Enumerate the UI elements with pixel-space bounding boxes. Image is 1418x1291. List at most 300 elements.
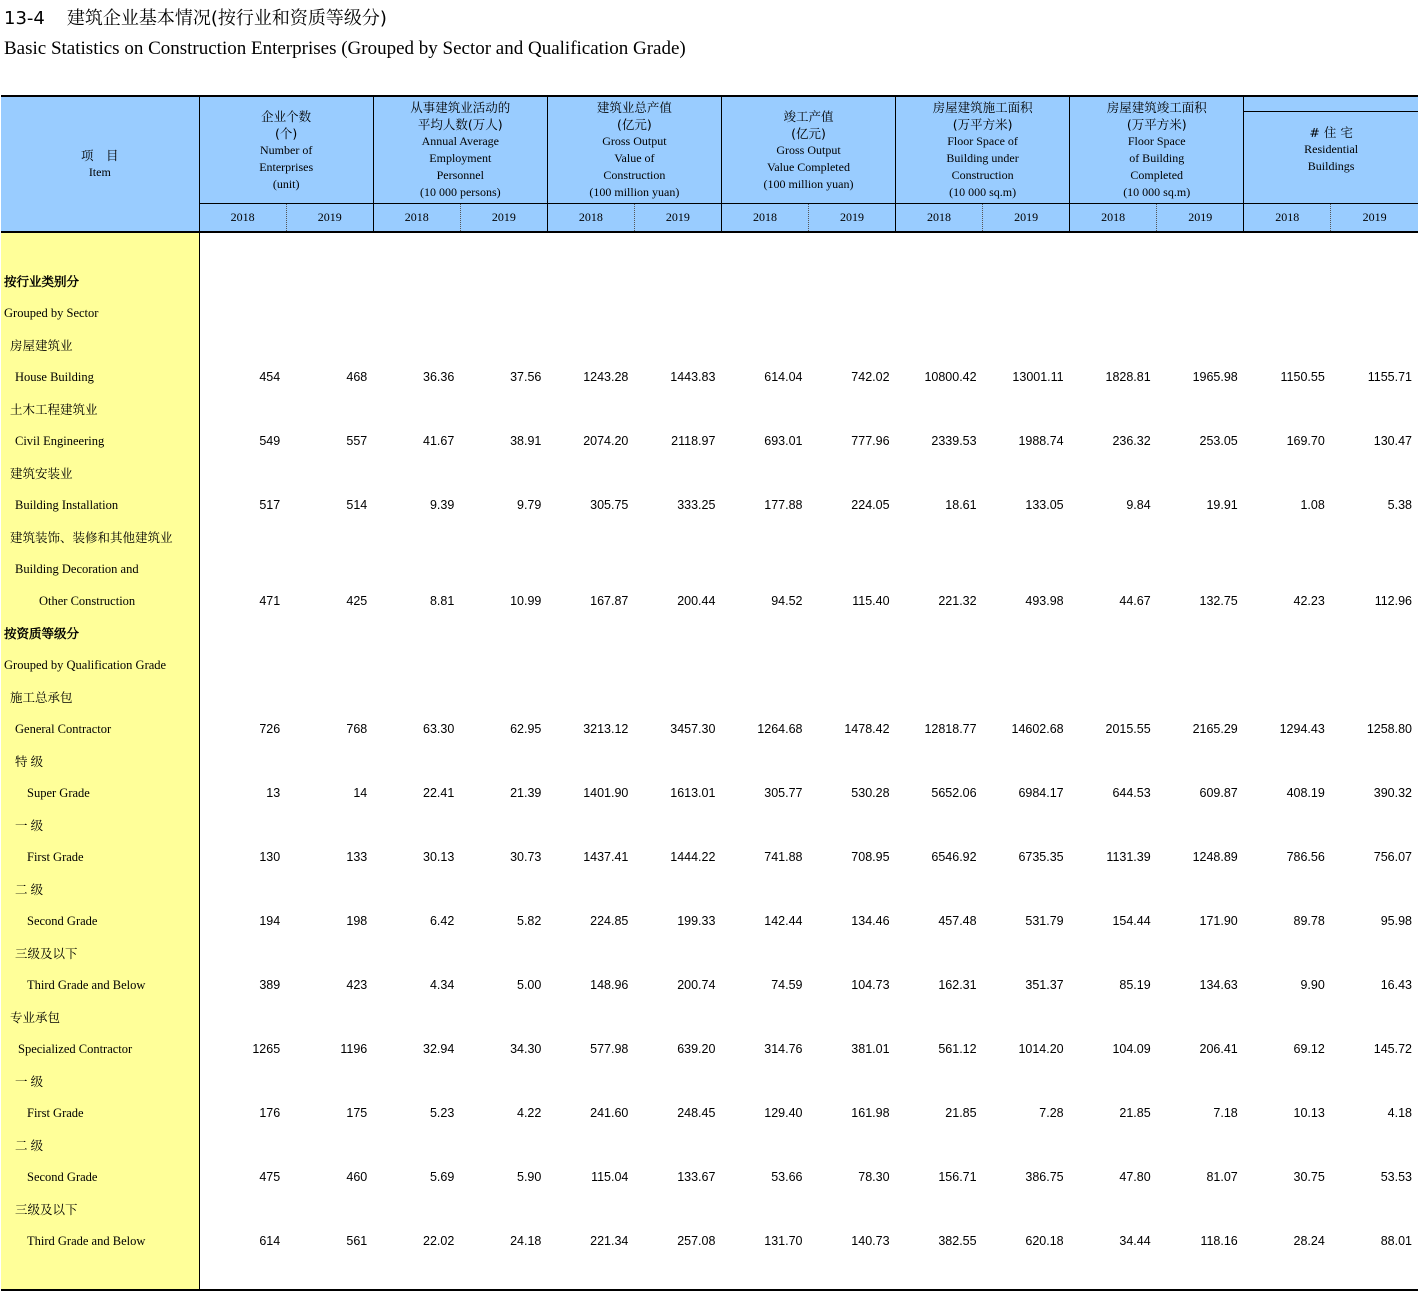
row-label: 一 级 — [1, 809, 199, 841]
header-line: (10 000 sq.m) — [949, 185, 1017, 199]
value-cell — [547, 1257, 634, 1290]
header-line: Construction — [951, 168, 1014, 182]
value-cell: 241.60 — [590, 1106, 629, 1120]
value-cell: 10800.42 — [924, 370, 977, 384]
value-cell — [808, 329, 895, 361]
value-cell — [1157, 553, 1244, 585]
value-cell — [1157, 232, 1244, 265]
value-cell — [286, 553, 373, 585]
value-cell — [1331, 1193, 1418, 1225]
value-cell: 41.67 — [423, 434, 455, 448]
value-cell: 1294.43 — [1279, 722, 1325, 736]
value-cell: 21.85 — [1119, 1106, 1151, 1120]
value-cell: 777.96 — [851, 434, 890, 448]
year-header: 2019 — [286, 204, 373, 233]
value-cell: 5.69 — [429, 1170, 455, 1184]
year-header: 2019 — [808, 204, 895, 233]
table-row — [1, 681, 1418, 713]
value-cell — [808, 553, 895, 585]
value-cell — [460, 649, 547, 681]
value-cell: 577.98 — [590, 1042, 629, 1056]
value-cell: 167.87 — [590, 594, 629, 608]
value-cell — [199, 232, 286, 265]
value-cell — [547, 617, 634, 649]
header-item — [1, 96, 199, 232]
value-cell — [1244, 297, 1331, 329]
value-cell: 22.41 — [423, 786, 455, 800]
table-row — [1, 425, 1418, 457]
value-cell: 221.34 — [590, 1234, 629, 1248]
value-cell — [808, 1257, 895, 1290]
value-cell — [373, 265, 460, 297]
value-cell — [199, 1193, 286, 1225]
value-cell: 42.23 — [1293, 594, 1325, 608]
header-line: Construction — [603, 168, 666, 182]
value-cell: 32.94 — [423, 1042, 455, 1056]
value-cell — [286, 1193, 373, 1225]
value-cell: 1248.89 — [1192, 850, 1238, 864]
value-cell — [1070, 1193, 1157, 1225]
value-cell: 531.79 — [1025, 914, 1064, 928]
value-cell: 18.61 — [945, 498, 977, 512]
value-cell — [286, 745, 373, 777]
value-cell — [1244, 681, 1331, 713]
value-cell: 5652.06 — [931, 786, 977, 800]
year-header: 2018 — [1070, 204, 1157, 233]
value-cell — [896, 745, 983, 777]
value-cell — [1331, 297, 1418, 329]
value-cell: 24.18 — [510, 1234, 542, 1248]
value-cell — [1070, 649, 1157, 681]
value-cell — [286, 232, 373, 265]
value-cell — [1070, 681, 1157, 713]
header-personnel — [373, 96, 547, 204]
value-cell — [896, 809, 983, 841]
value-cell — [373, 553, 460, 585]
value-cell: 644.53 — [1112, 786, 1151, 800]
value-cell — [286, 1129, 373, 1161]
value-cell: 4.34 — [429, 978, 455, 992]
table-header — [1, 96, 1418, 232]
value-cell — [1070, 553, 1157, 585]
value-cell — [721, 232, 808, 265]
value-cell — [983, 553, 1070, 585]
value-cell — [634, 873, 721, 905]
value-cell: 1965.98 — [1192, 370, 1238, 384]
value-cell — [983, 232, 1070, 265]
value-cell — [286, 297, 373, 329]
row-label: General Contractor — [1, 713, 199, 745]
value-cell: 104.73 — [851, 978, 890, 992]
value-cell — [896, 873, 983, 905]
table-row — [1, 841, 1418, 873]
value-cell — [199, 393, 286, 425]
row-label: Third Grade and Below — [1, 969, 199, 1001]
value-cell — [896, 232, 983, 265]
row-label: 建筑安装业 — [1, 457, 199, 489]
header-line: Completed — [1130, 168, 1184, 182]
value-cell — [808, 297, 895, 329]
value-cell — [1331, 1257, 1418, 1290]
value-cell — [199, 521, 286, 553]
value-cell: 726 — [259, 722, 281, 736]
value-cell — [286, 1065, 373, 1097]
value-cell: 1444.22 — [670, 850, 716, 864]
value-cell — [1157, 521, 1244, 553]
table-row — [1, 969, 1418, 1001]
value-cell: 386.75 — [1025, 1170, 1064, 1184]
value-cell: 177.88 — [764, 498, 803, 512]
value-cell: 13001.11 — [1012, 370, 1064, 384]
header-line: 房屋建筑施工面积 — [932, 100, 1033, 115]
year-header: 2018 — [373, 204, 460, 233]
value-cell: 614.04 — [764, 370, 803, 384]
value-cell — [1070, 873, 1157, 905]
value-cell — [373, 617, 460, 649]
value-cell: 609.87 — [1199, 786, 1238, 800]
value-cell: 381.01 — [851, 1042, 890, 1056]
table-row — [1, 329, 1418, 361]
row-label: Super Grade — [1, 777, 199, 809]
value-cell: 8.81 — [429, 594, 455, 608]
value-cell — [199, 329, 286, 361]
row-label: 按行业类别分 — [1, 265, 199, 297]
value-cell — [983, 1257, 1070, 1290]
row-label: Building Decoration and — [1, 553, 199, 585]
value-cell: 708.95 — [851, 850, 890, 864]
value-cell — [1244, 457, 1331, 489]
value-cell — [634, 1065, 721, 1097]
value-cell — [721, 553, 808, 585]
value-cell: 1613.01 — [670, 786, 716, 800]
value-cell — [808, 745, 895, 777]
year-header: 2018 — [199, 204, 286, 233]
value-cell — [1244, 329, 1331, 361]
value-cell — [547, 937, 634, 969]
value-cell: 176 — [259, 1106, 281, 1120]
value-cell — [1070, 329, 1157, 361]
value-cell — [1070, 393, 1157, 425]
value-cell: 517 — [259, 498, 281, 512]
value-cell — [547, 1129, 634, 1161]
value-cell — [721, 937, 808, 969]
value-cell — [1070, 1257, 1157, 1290]
value-cell: 88.01 — [1380, 1234, 1412, 1248]
value-cell — [1244, 1001, 1331, 1033]
row-label — [1, 232, 199, 265]
value-cell — [1331, 649, 1418, 681]
value-cell: 63.30 — [423, 722, 455, 736]
value-cell: 2074.20 — [583, 434, 629, 448]
value-cell — [721, 521, 808, 553]
value-cell — [460, 1257, 547, 1290]
header-line: 企业个数 — [261, 108, 312, 124]
value-cell — [983, 649, 1070, 681]
row-label: Other Construction — [1, 585, 199, 617]
table-row — [1, 553, 1418, 585]
value-cell: 786.56 — [1286, 850, 1325, 864]
value-cell — [1070, 457, 1157, 489]
value-cell: 78.30 — [858, 1170, 890, 1184]
value-cell — [1331, 745, 1418, 777]
table-row — [1, 1257, 1418, 1290]
table-row — [1, 1161, 1418, 1193]
value-cell: 5.90 — [517, 1170, 542, 1184]
header-line: 房屋建筑竣工面积 — [1106, 100, 1207, 115]
value-cell — [721, 1001, 808, 1033]
value-cell — [1244, 232, 1331, 265]
value-cell — [808, 937, 895, 969]
value-cell: 69.12 — [1293, 1042, 1325, 1056]
value-cell — [373, 1257, 460, 1290]
value-cell: 30.75 — [1293, 1170, 1325, 1184]
value-cell — [373, 681, 460, 713]
value-cell — [634, 1257, 721, 1290]
value-cell: 12818.77 — [924, 722, 977, 736]
value-cell: 14 — [353, 786, 368, 800]
value-cell — [983, 809, 1070, 841]
value-cell: 639.20 — [677, 1042, 716, 1056]
header-output-completed — [721, 96, 895, 204]
value-cell: 3213.12 — [583, 722, 629, 736]
value-cell — [721, 1193, 808, 1225]
table-row — [1, 873, 1418, 905]
value-cell — [373, 809, 460, 841]
value-cell: 38.91 — [510, 434, 542, 448]
value-cell — [1244, 873, 1331, 905]
value-cell — [1157, 1193, 1244, 1225]
value-cell — [373, 873, 460, 905]
header-line: Gross Output — [602, 134, 667, 148]
value-cell — [199, 681, 286, 713]
value-cell: 1264.68 — [757, 722, 803, 736]
value-cell — [721, 745, 808, 777]
value-cell: 1150.55 — [1280, 370, 1325, 384]
value-cell — [634, 521, 721, 553]
value-cell — [896, 297, 983, 329]
value-cell: 131.70 — [764, 1234, 803, 1248]
value-cell — [1331, 1001, 1418, 1033]
value-cell — [1157, 809, 1244, 841]
header-floor-completed — [1070, 96, 1244, 204]
value-cell — [721, 1065, 808, 1097]
value-cell: 768 — [346, 722, 368, 736]
value-cell: 1401.90 — [583, 786, 629, 800]
value-cell: 36.36 — [423, 370, 455, 384]
value-cell — [1157, 1129, 1244, 1161]
header-line: 竣工产值 — [783, 108, 834, 124]
value-cell: 2339.53 — [931, 434, 977, 448]
value-cell: 305.77 — [764, 786, 803, 800]
table-row — [1, 489, 1418, 521]
value-cell — [808, 521, 895, 553]
value-cell — [1244, 937, 1331, 969]
value-cell — [373, 457, 460, 489]
value-cell — [1070, 521, 1157, 553]
value-cell — [199, 1065, 286, 1097]
value-cell: 89.78 — [1293, 914, 1325, 928]
table-row — [1, 361, 1418, 393]
value-cell: 620.18 — [1025, 1234, 1064, 1248]
row-label: 特 级 — [1, 745, 199, 777]
value-cell: 1828.81 — [1105, 370, 1151, 384]
row-label: 一 级 — [1, 1065, 199, 1097]
value-cell: 257.08 — [677, 1234, 716, 1248]
value-cell — [896, 1193, 983, 1225]
value-cell: 198 — [346, 914, 368, 928]
value-cell — [808, 393, 895, 425]
value-cell — [1157, 1001, 1244, 1033]
value-cell — [721, 649, 808, 681]
value-cell: 2165.29 — [1192, 722, 1238, 736]
value-cell — [808, 873, 895, 905]
value-cell — [373, 329, 460, 361]
value-cell — [547, 809, 634, 841]
value-cell — [634, 329, 721, 361]
value-cell: 4.18 — [1387, 1106, 1412, 1120]
value-cell: 390.32 — [1373, 786, 1412, 800]
table-row — [1, 1129, 1418, 1161]
value-cell — [547, 329, 634, 361]
value-cell: 468 — [346, 370, 368, 384]
value-cell — [1070, 1065, 1157, 1097]
value-cell — [286, 649, 373, 681]
value-cell: 133 — [346, 850, 368, 864]
value-cell: 200.44 — [677, 594, 716, 608]
value-cell: 1437.41 — [583, 850, 629, 864]
table-row — [1, 297, 1418, 329]
value-cell — [460, 457, 547, 489]
value-cell: 130 — [259, 850, 281, 864]
value-cell — [808, 1001, 895, 1033]
value-cell — [1331, 809, 1418, 841]
value-cell — [460, 1065, 547, 1097]
value-cell — [460, 681, 547, 713]
value-cell — [199, 745, 286, 777]
value-cell: 741.88 — [764, 850, 803, 864]
value-cell — [460, 521, 547, 553]
value-cell: 253.05 — [1199, 434, 1238, 448]
value-cell — [896, 521, 983, 553]
table-row — [1, 393, 1418, 425]
value-cell: 742.02 — [851, 370, 890, 384]
header-line: (unit) — [272, 176, 300, 191]
value-cell — [547, 553, 634, 585]
header-line: (万平方米) — [952, 117, 1013, 132]
value-cell — [1157, 457, 1244, 489]
value-cell: 16.43 — [1380, 978, 1412, 992]
value-cell: 756.07 — [1373, 850, 1412, 864]
value-cell: 561.12 — [938, 1042, 977, 1056]
value-cell — [1331, 553, 1418, 585]
value-cell — [1244, 617, 1331, 649]
value-cell — [634, 649, 721, 681]
value-cell: 112.96 — [1374, 594, 1412, 608]
row-label: Second Grade — [1, 905, 199, 937]
header-line: # 住 宅 — [1309, 125, 1353, 140]
value-cell: 21.39 — [510, 786, 542, 800]
header-line: Personnel — [436, 168, 484, 182]
value-cell — [547, 393, 634, 425]
value-cell — [199, 1257, 286, 1290]
header-gross-output — [547, 96, 721, 204]
value-cell — [896, 937, 983, 969]
value-cell: 104.09 — [1112, 1042, 1151, 1056]
value-cell — [373, 393, 460, 425]
value-cell — [1331, 232, 1418, 265]
value-cell — [1244, 809, 1331, 841]
value-cell — [1157, 329, 1244, 361]
value-cell: 333.25 — [677, 498, 716, 512]
header-floor-under-construction — [896, 96, 1070, 204]
table-row — [1, 585, 1418, 617]
value-cell — [460, 297, 547, 329]
value-cell: 454 — [259, 370, 281, 384]
value-cell — [286, 681, 373, 713]
value-cell: 62.95 — [510, 722, 542, 736]
value-cell: 1243.28 — [583, 370, 629, 384]
value-cell — [460, 265, 547, 297]
header-line: Enterprises — [259, 159, 314, 174]
value-cell: 30.13 — [423, 850, 455, 864]
value-cell: 9.84 — [1126, 498, 1151, 512]
value-cell — [547, 1001, 634, 1033]
table-row — [1, 617, 1418, 649]
value-cell: 154.44 — [1112, 914, 1151, 928]
value-cell — [373, 297, 460, 329]
value-cell: 475 — [259, 1170, 281, 1184]
value-cell: 9.39 — [429, 498, 455, 512]
header-residential-inner — [1244, 111, 1418, 190]
value-cell — [547, 681, 634, 713]
value-cell — [1157, 681, 1244, 713]
value-cell — [1244, 1065, 1331, 1097]
header-line: Gross Output — [776, 142, 841, 157]
value-cell — [460, 1001, 547, 1033]
value-cell: 408.19 — [1286, 786, 1325, 800]
value-cell: 145.72 — [1373, 1042, 1412, 1056]
row-label: Building Installation — [1, 489, 199, 521]
value-cell — [1244, 649, 1331, 681]
value-cell — [1331, 617, 1418, 649]
table-row — [1, 905, 1418, 937]
value-cell: 142.44 — [764, 914, 803, 928]
header-line: 从事建筑业活动的 — [410, 100, 511, 115]
value-cell — [286, 521, 373, 553]
value-cell — [373, 1193, 460, 1225]
value-cell: 34.44 — [1119, 1234, 1151, 1248]
value-cell: 10.13 — [1293, 1106, 1325, 1120]
row-label: Grouped by Qualification Grade — [1, 649, 199, 681]
value-cell — [1331, 873, 1418, 905]
year-header: 2018 — [896, 204, 983, 233]
value-cell — [896, 457, 983, 489]
value-cell: 21.85 — [945, 1106, 977, 1120]
value-cell — [808, 809, 895, 841]
value-cell — [634, 809, 721, 841]
value-cell — [1157, 873, 1244, 905]
value-cell — [1244, 1257, 1331, 1290]
value-cell: 530.28 — [851, 786, 890, 800]
value-cell — [721, 873, 808, 905]
value-cell: 19.91 — [1206, 498, 1238, 512]
row-label: Second Grade — [1, 1161, 199, 1193]
value-cell: 140.73 — [851, 1234, 890, 1248]
value-cell: 221.32 — [938, 594, 977, 608]
header-line: (亿元) — [791, 125, 826, 141]
value-cell — [634, 553, 721, 585]
value-cell: 5.23 — [429, 1106, 455, 1120]
